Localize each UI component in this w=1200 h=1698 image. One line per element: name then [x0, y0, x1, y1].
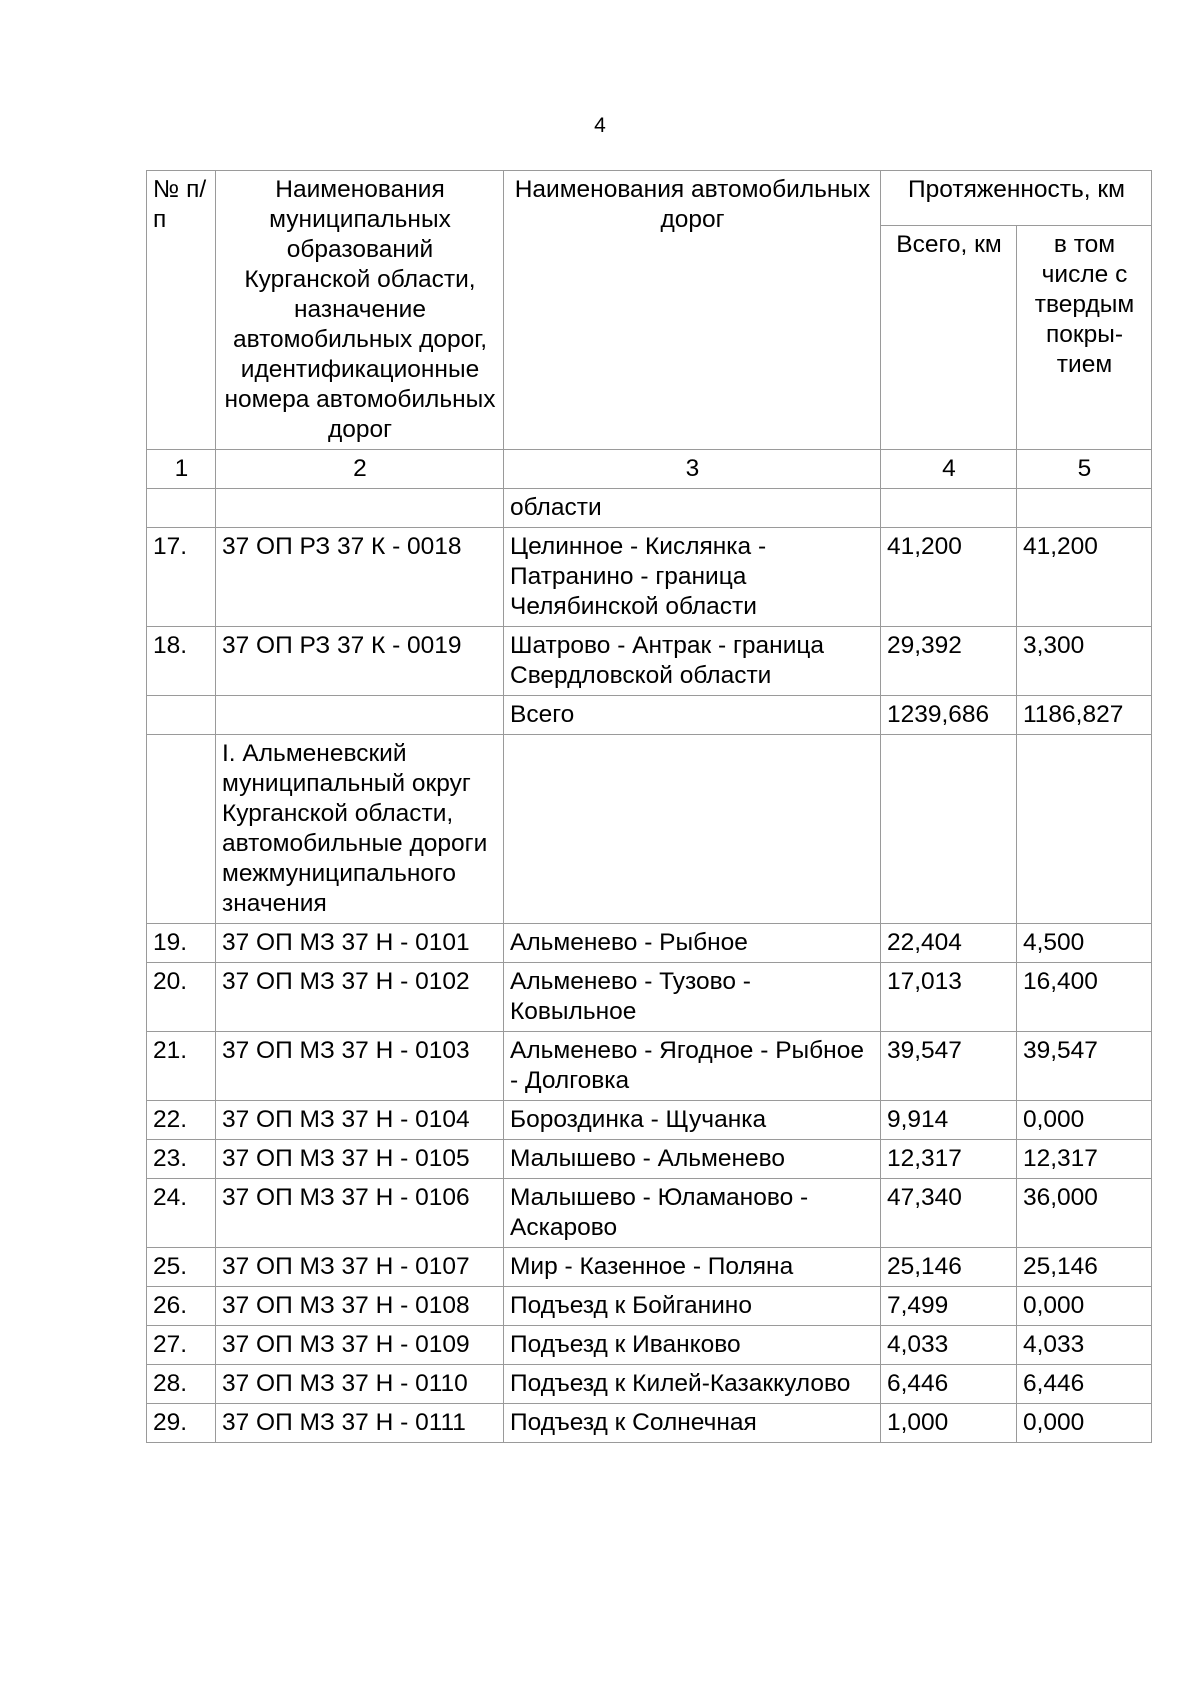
- cell-hard-surface: 39,547: [1017, 1032, 1152, 1101]
- cell-no: 24.: [147, 1179, 216, 1248]
- header-municipality: Наименования муниципальных образований Курганской области, назначение автомобильных дорог, идентификационные номера автомобильных дорог: [216, 171, 504, 450]
- column-number: 4: [881, 450, 1017, 489]
- header-length: Протяженность, км: [881, 171, 1152, 226]
- cell-hard-surface: 12,317: [1017, 1140, 1152, 1179]
- cell-road-id: 37 ОП МЗ 37 Н - 0101: [216, 924, 504, 963]
- cell-road-id: 37 ОП МЗ 37 Н - 0102: [216, 963, 504, 1032]
- cell-road-id: 37 ОП РЗ 37 К - 0019: [216, 627, 504, 696]
- cell-road-name: области: [504, 489, 881, 528]
- cell-total: [881, 489, 1017, 528]
- cell-no: 21.: [147, 1032, 216, 1101]
- cell-hard-surface: [1017, 489, 1152, 528]
- cell-no: 23.: [147, 1140, 216, 1179]
- table-row: [147, 1287, 1152, 1326]
- cell-total: [881, 735, 1017, 924]
- cell-road-id: I. Альменевский муниципальный округ Курганской области, автомобильные дороги межмуниципального значения: [216, 735, 504, 924]
- table-row: [147, 1140, 1152, 1179]
- cell-road-name: Альменево - Ягодное - Рыбное - Долговка: [504, 1032, 881, 1101]
- cell-no: 29.: [147, 1404, 216, 1443]
- cell-total: 17,013: [881, 963, 1017, 1032]
- table-row: [147, 1404, 1152, 1443]
- cell-hard-surface: 1186,827: [1017, 696, 1152, 735]
- cell-road-name: Малышево - Юламаново - Аскарово: [504, 1179, 881, 1248]
- table-row: [147, 963, 1152, 1032]
- cell-total: 47,340: [881, 1179, 1017, 1248]
- cell-no: 22.: [147, 1101, 216, 1140]
- cell-total: 29,392: [881, 627, 1017, 696]
- cell-hard-surface: 16,400: [1017, 963, 1152, 1032]
- cell-road-name: Всего: [504, 696, 881, 735]
- cell-no: 20.: [147, 963, 216, 1032]
- cell-no: [147, 489, 216, 528]
- column-number: 5: [1017, 450, 1152, 489]
- cell-road-id: [216, 489, 504, 528]
- cell-total: 39,547: [881, 1032, 1017, 1101]
- cell-hard-surface: 6,446: [1017, 1365, 1152, 1404]
- cell-road-name: Альменево - Рыбное: [504, 924, 881, 963]
- cell-hard-surface: 41,200: [1017, 528, 1152, 627]
- table-row: [147, 1101, 1152, 1140]
- cell-no: 27.: [147, 1326, 216, 1365]
- column-number: 3: [504, 450, 881, 489]
- cell-road-id: 37 ОП МЗ 37 Н - 0109: [216, 1326, 504, 1365]
- cell-road-name: Подъезд к Иванково: [504, 1326, 881, 1365]
- cell-total: 4,033: [881, 1326, 1017, 1365]
- cell-hard-surface: [1017, 735, 1152, 924]
- cell-road-id: 37 ОП МЗ 37 Н - 0111: [216, 1404, 504, 1443]
- table-row: [147, 696, 1152, 735]
- roads-table: [146, 170, 1152, 1443]
- cell-road-name: Мир - Казенное - Поляна: [504, 1248, 881, 1287]
- cell-hard-surface: 4,033: [1017, 1326, 1152, 1365]
- cell-road-id: 37 ОП МЗ 37 Н - 0104: [216, 1101, 504, 1140]
- cell-no: [147, 735, 216, 924]
- cell-total: 1239,686: [881, 696, 1017, 735]
- cell-road-id: 37 ОП МЗ 37 Н - 0107: [216, 1248, 504, 1287]
- header-total: Всего, км: [881, 225, 1017, 449]
- cell-hard-surface: 0,000: [1017, 1404, 1152, 1443]
- cell-road-id: [216, 696, 504, 735]
- table-row: [147, 1179, 1152, 1248]
- cell-total: 12,317: [881, 1140, 1017, 1179]
- header-road-name: Наименования автомобильных дорог: [504, 171, 881, 450]
- cell-total: 1,000: [881, 1404, 1017, 1443]
- cell-total: 9,914: [881, 1101, 1017, 1140]
- cell-road-name: [504, 735, 881, 924]
- column-number: 1: [147, 450, 216, 489]
- cell-road-name: Малышево - Альменево: [504, 1140, 881, 1179]
- cell-road-id: 37 ОП МЗ 37 Н - 0108: [216, 1287, 504, 1326]
- cell-total: 22,404: [881, 924, 1017, 963]
- column-number-row: [147, 450, 1152, 489]
- column-number: 2: [216, 450, 504, 489]
- table-row: [147, 627, 1152, 696]
- cell-no: 19.: [147, 924, 216, 963]
- table-row: [147, 489, 1152, 528]
- table-row: [147, 1365, 1152, 1404]
- table-row: [147, 924, 1152, 963]
- cell-no: 18.: [147, 627, 216, 696]
- cell-no: 25.: [147, 1248, 216, 1287]
- table-row: [147, 1326, 1152, 1365]
- cell-no: 28.: [147, 1365, 216, 1404]
- cell-road-id: 37 ОП МЗ 37 Н - 0103: [216, 1032, 504, 1101]
- table-header: [147, 171, 1152, 450]
- table-row: [147, 528, 1152, 627]
- cell-no: [147, 696, 216, 735]
- cell-total: 25,146: [881, 1248, 1017, 1287]
- header-no: № п/п: [147, 171, 216, 450]
- cell-hard-surface: 3,300: [1017, 627, 1152, 696]
- cell-hard-surface: 4,500: [1017, 924, 1152, 963]
- cell-road-id: 37 ОП РЗ 37 К - 0018: [216, 528, 504, 627]
- page-number: 4: [594, 114, 606, 137]
- cell-road-name: Подъезд к Килей-Казаккулово: [504, 1365, 881, 1404]
- cell-no: 17.: [147, 528, 216, 627]
- cell-road-name: Альменево - Тузово - Ковыльное: [504, 963, 881, 1032]
- cell-road-id: 37 ОП МЗ 37 Н - 0105: [216, 1140, 504, 1179]
- table-row: [147, 1248, 1152, 1287]
- cell-total: 7,499: [881, 1287, 1017, 1326]
- cell-road-name: Бороздинка - Щучанка: [504, 1101, 881, 1140]
- cell-road-id: 37 ОП МЗ 37 Н - 0110: [216, 1365, 504, 1404]
- cell-no: 26.: [147, 1287, 216, 1326]
- table-row: [147, 1032, 1152, 1101]
- table-row: [147, 735, 1152, 924]
- cell-hard-surface: 36,000: [1017, 1179, 1152, 1248]
- cell-hard-surface: 25,146: [1017, 1248, 1152, 1287]
- cell-road-name: Подъезд к Солнечная: [504, 1404, 881, 1443]
- cell-road-id: 37 ОП МЗ 37 Н - 0106: [216, 1179, 504, 1248]
- cell-hard-surface: 0,000: [1017, 1287, 1152, 1326]
- cell-road-name: Шатрово - Антрак - граница Свердловской области: [504, 627, 881, 696]
- cell-total: 6,446: [881, 1365, 1017, 1404]
- cell-road-name: Подъезд к Бойганино: [504, 1287, 881, 1326]
- header-hard-surface: в том числе с твердым покры-тием: [1017, 225, 1152, 449]
- cell-road-name: Целинное - Кислянка - Патранино - граница Челябинской области: [504, 528, 881, 627]
- table-body: [147, 450, 1152, 1443]
- cell-hard-surface: 0,000: [1017, 1101, 1152, 1140]
- cell-total: 41,200: [881, 528, 1017, 627]
